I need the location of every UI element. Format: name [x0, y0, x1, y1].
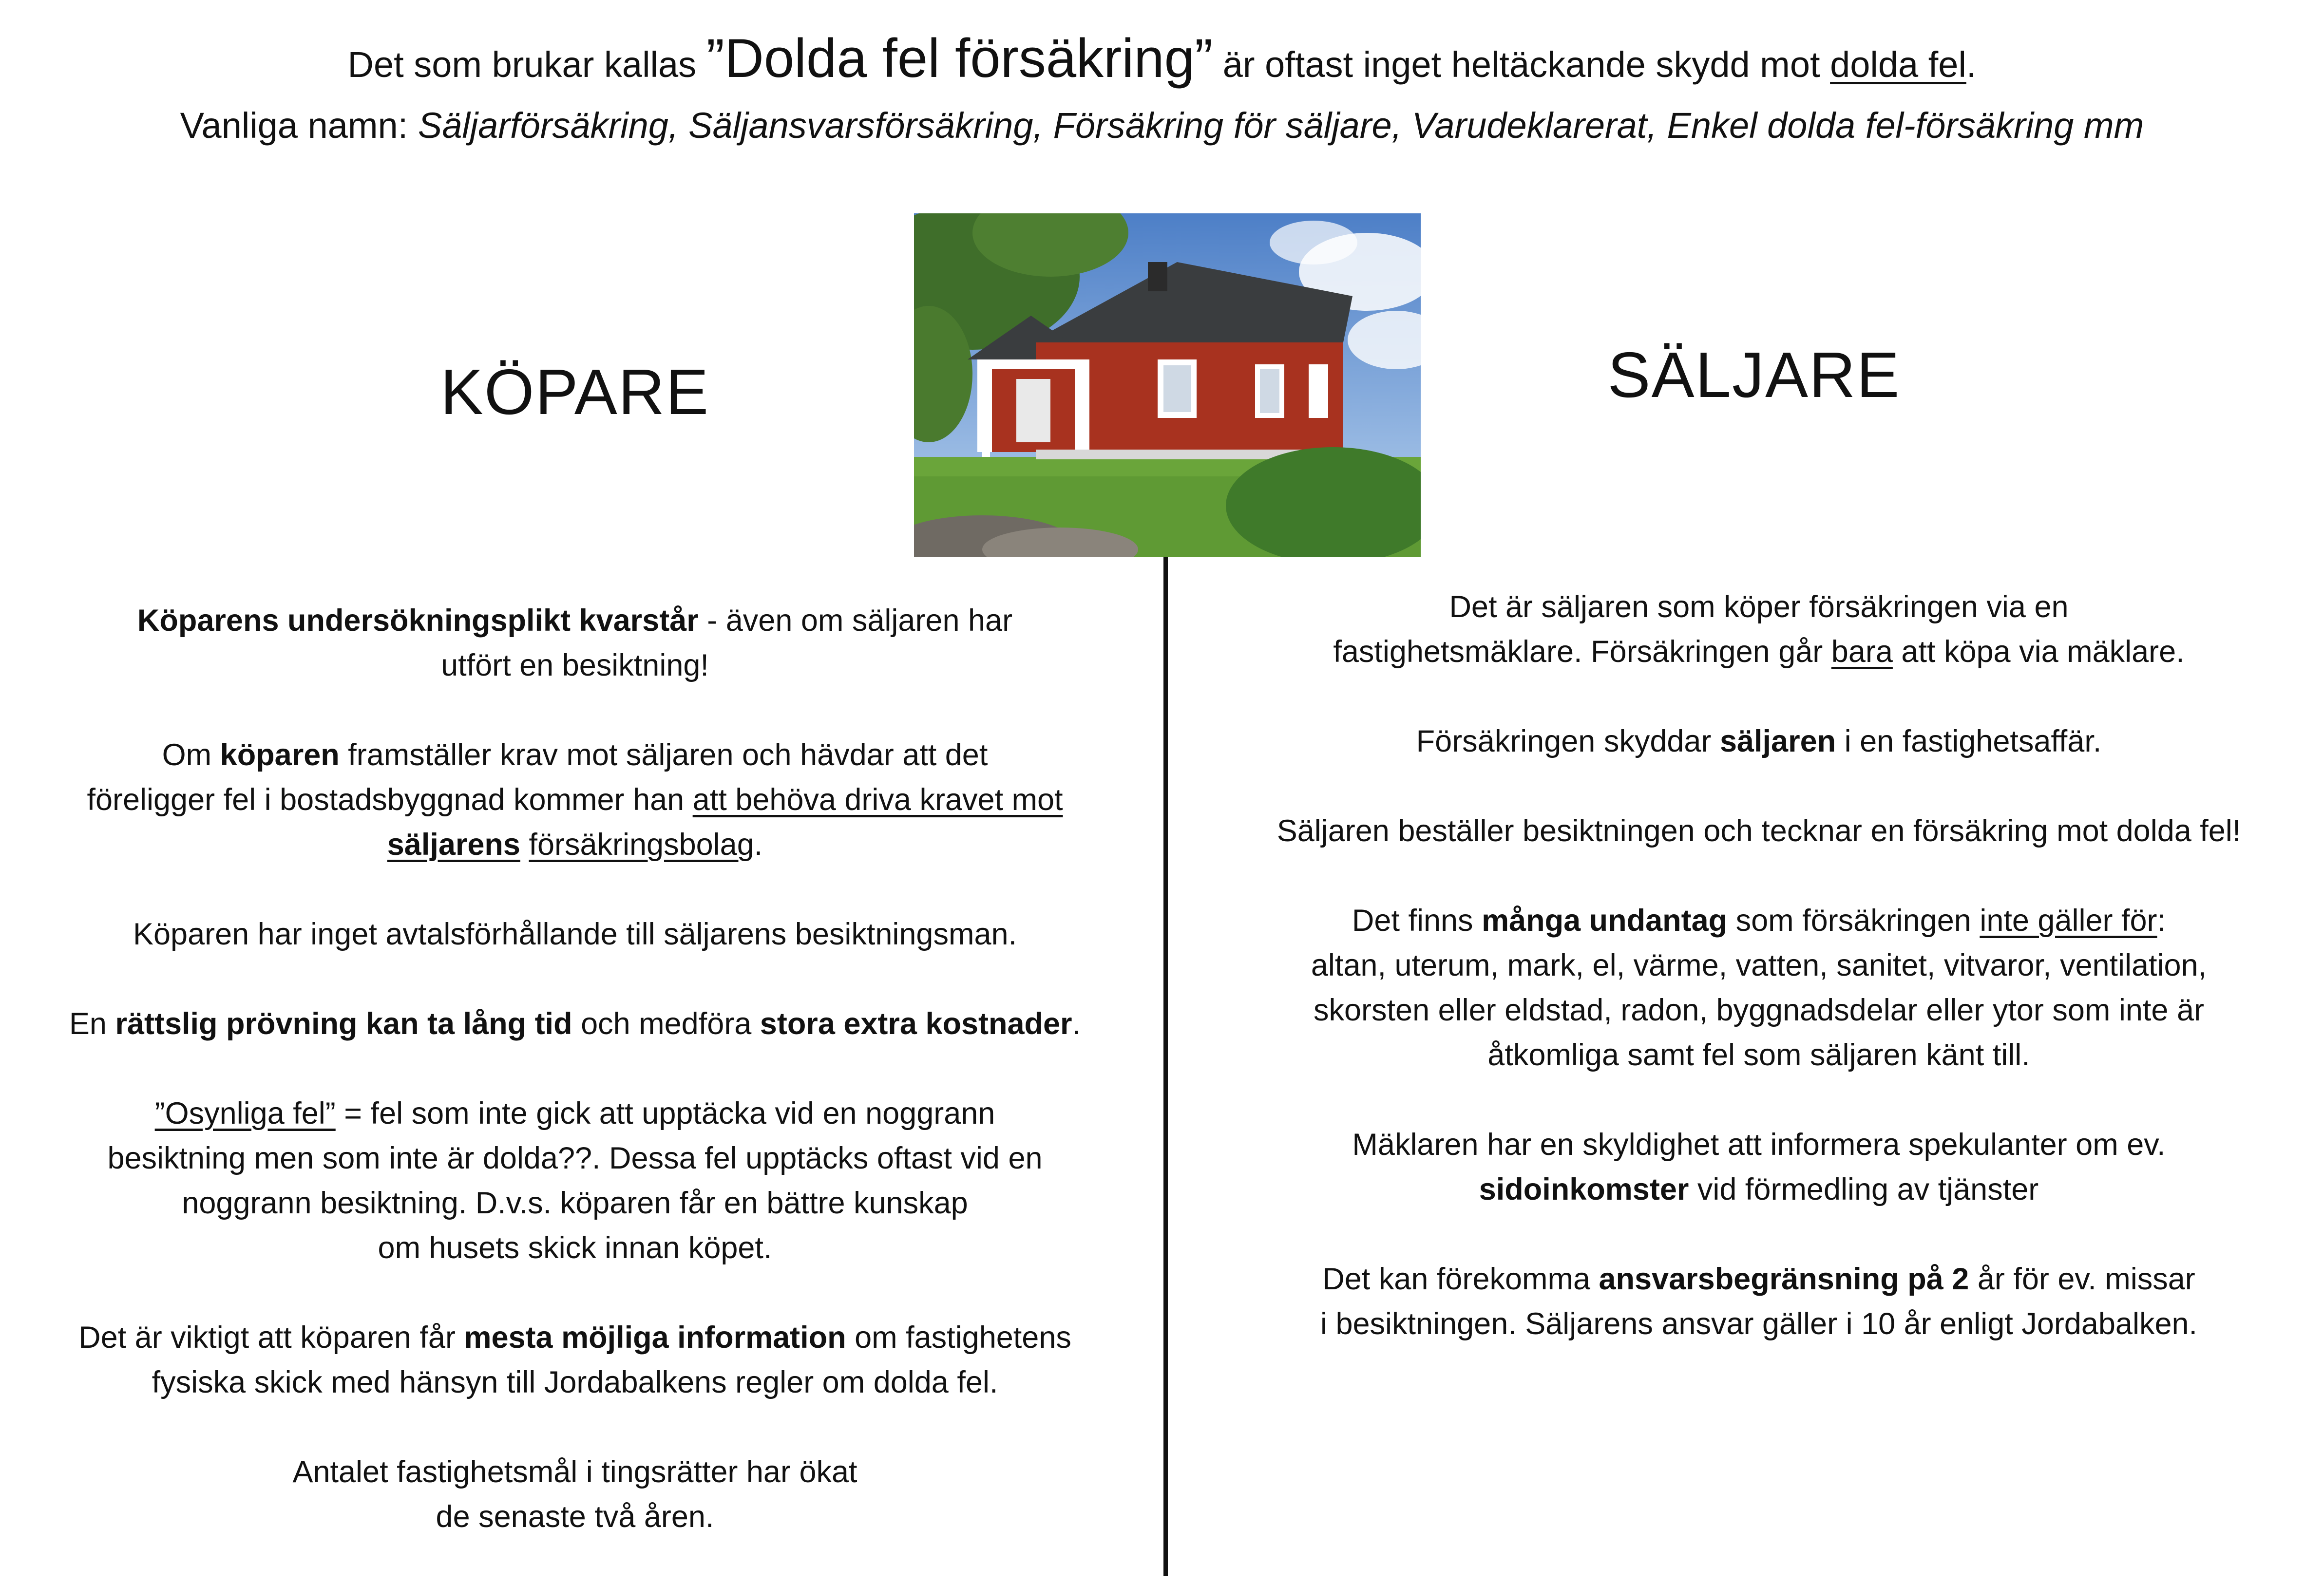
- column-divider: [1163, 557, 1168, 1576]
- seller-p4-text-b: som försäkringen: [1735, 904, 1971, 938]
- seller-p3-text: Säljaren beställer besiktningen och tecknar en försäkring mot dolda fel!: [1276, 814, 2241, 848]
- buyer-heading: KÖPARE: [440, 356, 710, 428]
- buyer-p1-text-a: - även om säljaren har: [707, 603, 1013, 638]
- buyer-p4-text-b: och medföra: [581, 1007, 752, 1041]
- exceptions-line-3: åtkomliga samt fel som säljaren känt till.: [1487, 1038, 2030, 1072]
- seller-p5-text-a: Mäklaren har en skyldighet att informera spekulanter om ev.: [1352, 1128, 2166, 1162]
- buyer-p2-insurer: försäkringsbolag: [529, 828, 754, 862]
- exceptions-line-1: altan, uterum, mark, el, värme, vatten, sanitet, vitvaror, ventilation,: [1311, 948, 2207, 982]
- seller-p5-bold: sidoinkomster: [1479, 1172, 1689, 1207]
- buyer-inspection-duty: Köparens undersökningsplikt kvarstår: [137, 603, 699, 638]
- seller-column: [1218, 585, 2300, 1391]
- seller-p2-bold: säljaren: [1719, 724, 1836, 758]
- header-intro-text: Det som brukar kallas: [347, 44, 697, 85]
- buyer-p1-text-b: utfört en besiktning!: [441, 648, 709, 682]
- seller-p1-text-c: att köpa via mäklare.: [1901, 635, 2185, 669]
- buyer-column: [19, 598, 1130, 1584]
- header-period: .: [1966, 44, 1977, 85]
- seller-p5-text-b: vid förmedling av tjänster: [1697, 1172, 2039, 1207]
- seller-paragraph-4: [1218, 898, 2300, 1077]
- buyer-p4-bold-2: stora extra kostnader: [760, 1007, 1072, 1041]
- seller-paragraph-6: [1218, 1257, 2300, 1346]
- dolda-fel-link[interactable]: dolda fel: [1830, 44, 1966, 85]
- buyer-paragraph-6: [19, 1315, 1130, 1405]
- buyer-p2-bold: köparen: [220, 738, 340, 772]
- seller-p4-bold: många undantag: [1482, 904, 1728, 938]
- seller-p6-text-b: år för ev. missar: [1977, 1262, 2195, 1296]
- seller-paragraph-5: [1218, 1122, 2300, 1212]
- buyer-paragraph-4: [19, 1001, 1130, 1046]
- seller-p1-text-b: fastighetsmäklare. Försäkringen går: [1333, 635, 1823, 669]
- buyer-p2-text-c: föreligger fel i bostadsbyggnad kommer han: [87, 783, 685, 817]
- page-header: [0, 29, 2324, 157]
- buyer-p4-bold-1: rättslig prövning kan ta lång tid: [115, 1007, 572, 1041]
- buyer-paragraph-5: [19, 1091, 1130, 1270]
- buyer-p6-text-c: fysiska skick med hänsyn till Jordabalkens regler om dolda fel.: [152, 1365, 998, 1399]
- buyer-p4-end: .: [1072, 1007, 1081, 1041]
- buyer-p5-text-d: om husets skick innan köpet.: [378, 1231, 772, 1265]
- header-line-2: [0, 94, 2324, 157]
- buyer-p5-text-b: besiktning men som inte är dolda??. Dessa fel upptäcks oftast vid en: [107, 1141, 1043, 1175]
- buyer-p6-text-a: Det är viktigt att köparen får: [78, 1320, 456, 1355]
- seller-p4-text-a: Det finns: [1352, 904, 1473, 938]
- seller-p1-underlined: bara: [1831, 635, 1893, 669]
- header-line-1: [0, 29, 2324, 94]
- exceptions-line-2: skorsten eller eldstad, radon, byggnadsdelar eller ytor som inte är: [1314, 993, 2204, 1027]
- buyer-p2-text-a: Om: [162, 738, 212, 772]
- seller-p4-underlined: inte gäller för: [1980, 904, 2157, 938]
- buyer-p5-text-a: = fel som inte gick att upptäcka vid en noggrann: [344, 1096, 995, 1131]
- house-photo: [914, 213, 1421, 557]
- seller-paragraph-3: [1218, 809, 2300, 853]
- buyer-p3-text: Köparen har inget avtalsförhållande till säljarens besiktningsman.: [133, 917, 1017, 951]
- seller-p6-bold: ansvarsbegränsning på 2: [1599, 1262, 1969, 1296]
- seller-paragraph-1: [1218, 585, 2300, 674]
- buyer-p2-underlined: att behöva driva kravet mot: [692, 783, 1063, 817]
- seller-paragraph-2: [1218, 719, 2300, 764]
- buyer-paragraph-7: [19, 1450, 1130, 1539]
- buyer-paragraph-3: [19, 912, 1130, 957]
- seller-p2-text-b: i en fastighetsaffär.: [1844, 724, 2102, 758]
- seller-p1-text-a: Det är säljaren som köper försäkringen via en: [1449, 590, 2069, 624]
- header-product-name: ”Dolda fel försäkring”: [706, 28, 1213, 89]
- seller-p6-text-a: Det kan förekomma: [1322, 1262, 1590, 1296]
- buyer-p5-text-c: noggrann besiktning. D.v.s. köparen får en bättre kunskap: [182, 1186, 968, 1220]
- seller-p6-text-c: i besiktningen. Säljarens ansvar gäller i 10 år enligt Jordabalken.: [1320, 1307, 2198, 1341]
- buyer-p7-text-a: Antalet fastighetsmål i tingsrätter har ökat: [292, 1455, 857, 1489]
- common-names-label: Vanliga namn:: [180, 105, 408, 146]
- buyer-p2-end: .: [754, 828, 763, 862]
- buyer-p7-text-b: de senaste två åren.: [436, 1500, 714, 1534]
- buyer-p2-text-b: framställer krav mot säljaren och hävdar att det: [348, 738, 988, 772]
- common-names-list: Säljarförsäkring, Säljansvarsförsäkring, Försäkring för säljare, Varudeklarerat, Enkel dolda fel-försäkring mm: [418, 105, 2144, 146]
- header-mid-text: är oftast inget heltäckande skydd mot: [1222, 44, 1820, 85]
- invisible-faults-term: ”Osynliga fel”: [154, 1096, 336, 1131]
- buyer-p6-text-b: om fastighetens: [855, 1320, 1071, 1355]
- buyer-p2-sellers: säljarens: [387, 828, 520, 862]
- buyer-paragraph-1: [19, 598, 1130, 688]
- seller-p2-text-a: Försäkringen skyddar: [1416, 724, 1712, 758]
- buyer-p6-bold: mesta möjliga information: [464, 1320, 846, 1355]
- buyer-p4-text-a: En: [69, 1007, 107, 1041]
- seller-p4-end: :: [2157, 904, 2166, 938]
- buyer-paragraph-2: [19, 733, 1130, 867]
- seller-heading: SÄLJARE: [1607, 339, 1901, 411]
